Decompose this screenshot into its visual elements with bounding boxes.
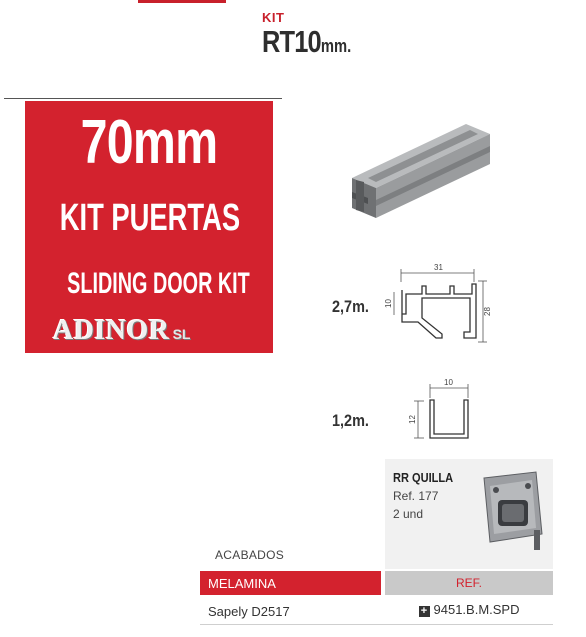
dim-inner-label: 10 xyxy=(384,299,393,308)
profile-2700-drawing xyxy=(382,262,492,352)
profile-1200-drawing xyxy=(404,376,474,446)
table-row-divider xyxy=(200,624,553,625)
ref-cell xyxy=(385,602,553,617)
brand-logo xyxy=(53,315,190,347)
dim-height-label: 28 xyxy=(483,307,492,316)
hero-top-rule xyxy=(4,98,282,99)
dim-height-label-2: 12 xyxy=(408,415,417,424)
roller-wheel-image xyxy=(476,470,548,552)
brand-name: ADINOR xyxy=(53,315,170,346)
finish-column-header xyxy=(200,571,380,595)
profile-length-1: 2,7m. xyxy=(332,297,369,316)
hero-subtitle: SLIDING DOOR KIT xyxy=(67,267,250,300)
kit-code: RT10 xyxy=(262,24,321,59)
ref-column-label: REF. xyxy=(455,576,482,590)
plus-icon[interactable]: + xyxy=(419,606,430,617)
kit-code-heading xyxy=(262,24,351,60)
hero-banner xyxy=(25,101,273,353)
dim-width-label-2: 10 xyxy=(444,378,453,387)
accessory-quantity: 2 und xyxy=(393,507,424,521)
brand-suffix: SL xyxy=(172,326,191,342)
profile-length-2: 1,2m. xyxy=(332,411,369,430)
accessory-name: RR QUILLA xyxy=(393,470,454,485)
finishes-caption: ACABADOS xyxy=(215,548,285,562)
kit-label: KIT xyxy=(262,10,285,25)
dim-width-label: 31 xyxy=(434,263,443,272)
ref-column-header xyxy=(385,571,553,595)
kit-unit: mm. xyxy=(320,36,352,56)
accessory-ref: Ref. 177 xyxy=(393,489,439,503)
finish-cell: Sapely D2517 xyxy=(208,604,290,619)
top-accent-bar xyxy=(138,0,226,3)
hero-title: KIT PUERTAS xyxy=(59,197,241,239)
hero-size: 70mm xyxy=(80,108,218,177)
ref-value: 9451.B.M.SPD xyxy=(433,602,520,617)
finish-column-label: MELAMINA xyxy=(208,576,276,591)
rail-profile-3d-image xyxy=(338,112,498,224)
